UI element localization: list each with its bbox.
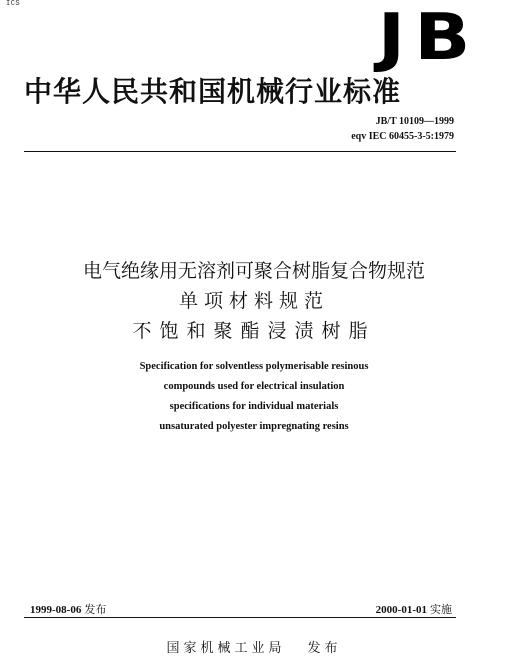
implementation-date-value: 2000-01-01	[375, 604, 427, 616]
equivalent-standard: eqv IEC 60455-3-5:1979	[351, 131, 454, 142]
standard-number: JB/T 10109—1999	[375, 116, 454, 127]
organization-title: 中华人民共和国机械行业标准	[24, 75, 402, 108]
jb-logo: JB	[378, 1, 480, 75]
implementation-date	[376, 601, 452, 617]
ics-code: ICS	[6, 0, 21, 8]
issue-date	[30, 601, 106, 617]
issue-label: 发布	[84, 603, 107, 616]
title-en-line-3: specifications for individual materials	[169, 401, 339, 412]
publisher-action: 发布	[307, 641, 342, 656]
implementation-label: 实施	[430, 603, 452, 616]
footer-divider	[24, 617, 456, 618]
title-cn-line-3: 不饱和聚酯浸渍树脂	[132, 320, 376, 342]
title-en-line-1: Specification for solventless polymerisable resinous	[139, 361, 369, 372]
publisher-name: 国家机械工业局	[166, 641, 286, 656]
issue-date-value: 1999-08-06	[30, 604, 82, 616]
title-cn-line-2: 单项材料规范	[178, 290, 329, 312]
title-en-line-2: compounds used for electrical insulation	[163, 381, 345, 392]
title-cn-line-1: 电气绝缘用无溶剂可聚合树脂复合物规范	[82, 260, 425, 282]
publisher	[0, 637, 508, 656]
header-divider	[24, 151, 456, 152]
title-en-line-4: unsaturated polyester impregnating resins	[159, 421, 349, 432]
